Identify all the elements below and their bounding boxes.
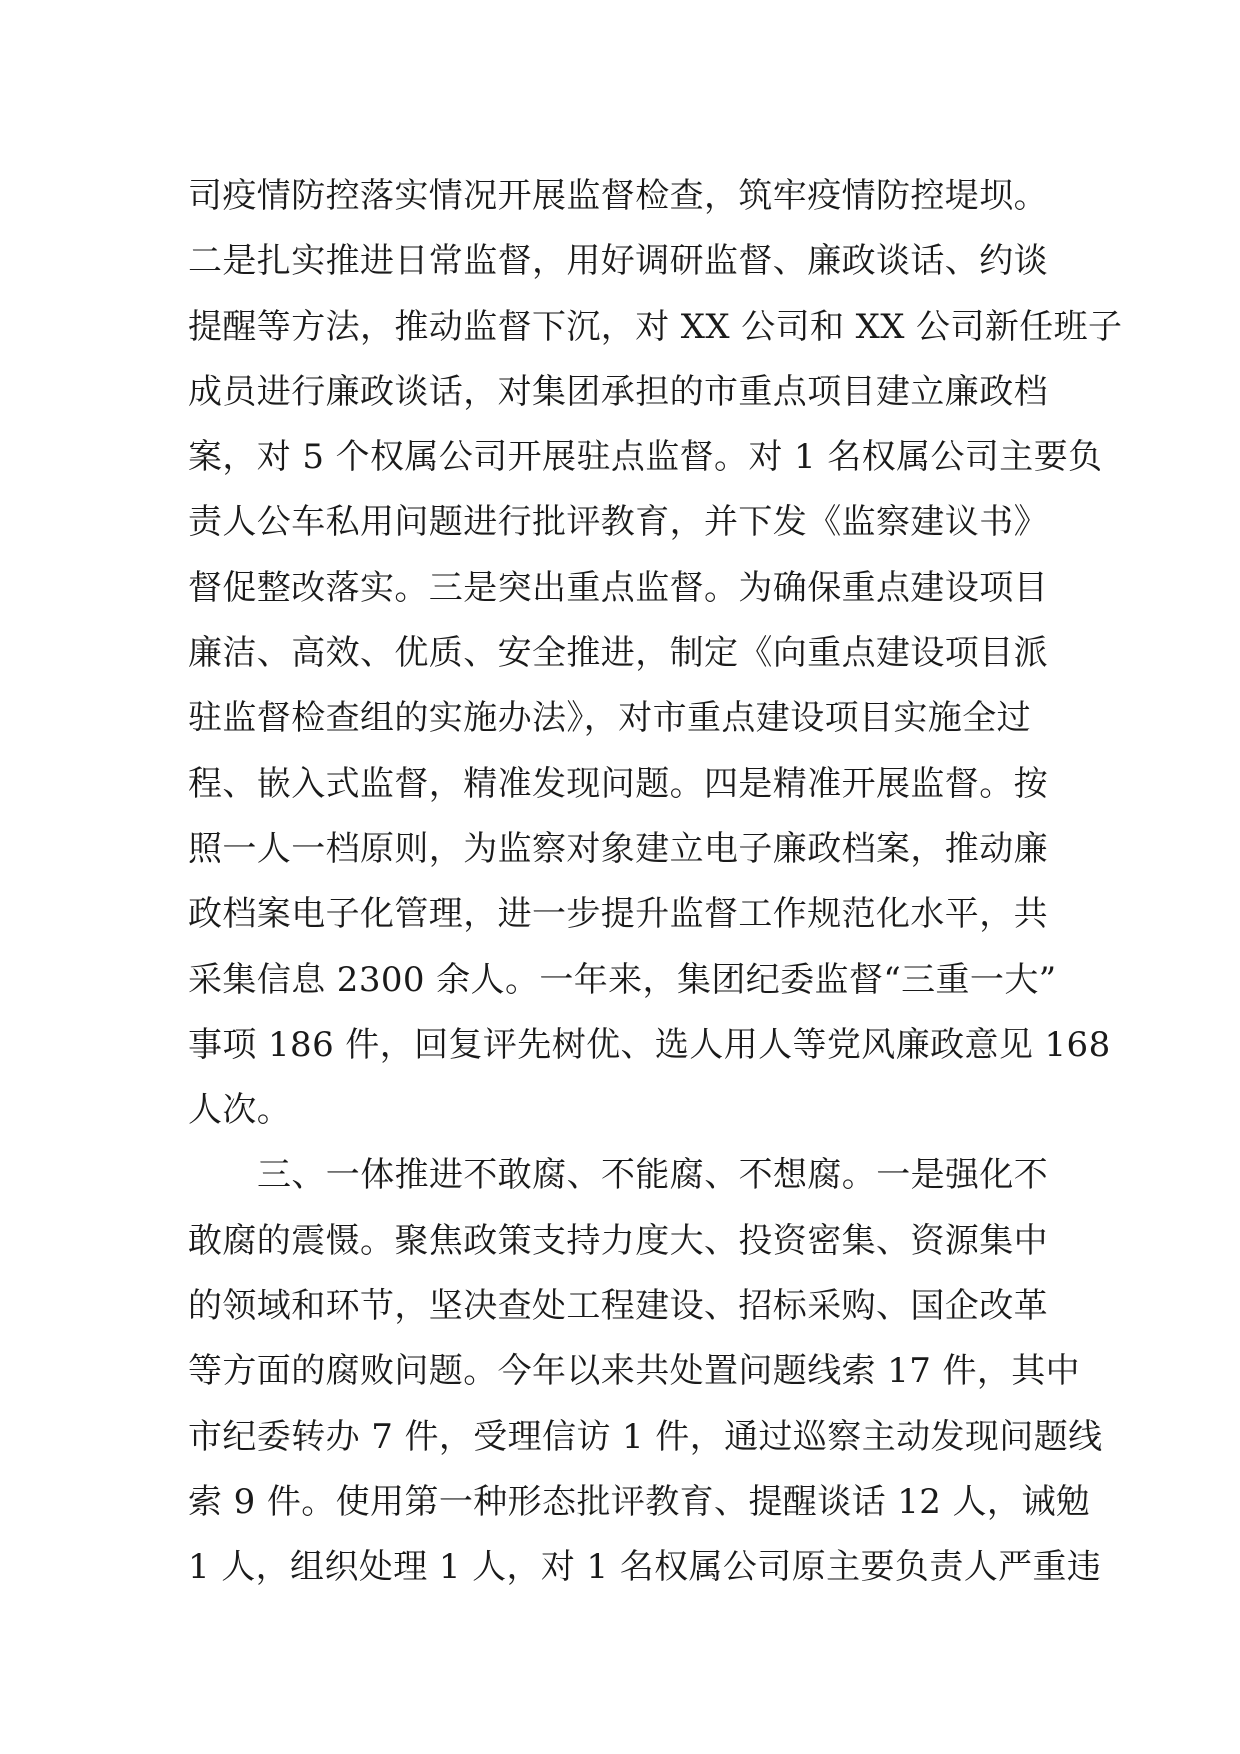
paragraph-start-line: 三、一体推进不敢腐、不能腐、不想腐。一是强化不 [257, 1155, 1049, 1196]
text-line: 二是扎实推进日常监督，用好调研监督、廉政谈话、约谈 [188, 241, 1048, 282]
text-line: 提醒等方法，推动监督下沉，对 XX 公司和 XX 公司新任班子 [188, 306, 1123, 347]
text-line: 政档案电子化管理，进一步提升监督工作规范化水平，共 [188, 894, 1048, 935]
text-line: 程、嵌入式监督，精准发现问题。四是精准开展监督。按 [188, 763, 1048, 804]
text-line: 的领域和环节，坚决查处工程建设、招标采购、国企改革 [188, 1286, 1048, 1327]
body-text [188, 164, 1123, 1601]
text-line: 驻监督检查组的实施办法》，对市重点建设项目实施全过 [188, 698, 1031, 739]
text-line: 采集信息 2300 余人。一年来，集团纪委监督“三重一大” [188, 959, 1057, 1000]
text-line: 责人公车私用问题进行批评教育，并下发《监察建议书》 [188, 502, 1048, 543]
text-line: 成员进行廉政谈话，对集团承担的市重点项目建立廉政档 [188, 371, 1048, 412]
text-line: 人次。 [188, 1090, 292, 1131]
text-line: 司疫情防控落实情况开展监督检查，筑牢疫情防控堤坝。 [188, 176, 1048, 216]
text-line: 廉洁、高效、优质、安全推进，制定《向重点建设项目派 [188, 633, 1048, 674]
text-line: 索 9 件。使用第一种形态批评教育、提醒谈话 12 人，诫勉 [188, 1481, 1091, 1522]
text-line: 督促整改落实。三是突出重点监督。为确保重点建设项目 [188, 567, 1048, 608]
text-line: 1 人，组织处理 1 人，对 1 名权属公司原主要负责人严重违 [188, 1547, 1102, 1588]
text-line: 事项 186 件，回复评先树优、选人用人等党风廉政意见 168 [188, 1024, 1111, 1065]
text-line: 案，对 5 个权属公司开展驻点监督。对 1 名权属公司主要负 [188, 437, 1103, 478]
text-line: 敢腐的震慑。聚焦政策支持力度大、投资密集、资源集中 [188, 1220, 1048, 1261]
text-line: 市纪委转办 7 件，受理信访 1 件，通过巡察主动发现问题线 [188, 1416, 1103, 1457]
text-line: 等方面的腐败问题。今年以来共处置问题线索 17 件，其中 [188, 1351, 1081, 1392]
text-line: 照一人一档原则，为监察对象建立电子廉政档案，推动廉 [188, 828, 1048, 869]
